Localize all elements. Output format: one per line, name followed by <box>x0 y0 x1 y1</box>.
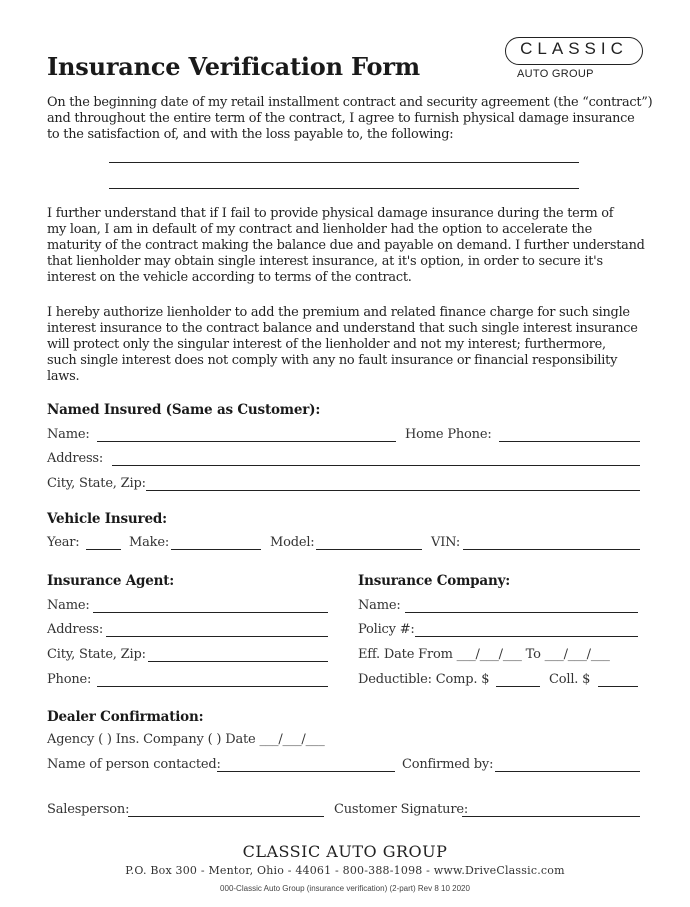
vin-field[interactable] <box>463 549 640 550</box>
intro-paragraph <box>47 95 653 143</box>
logo-subtitle: AUTO GROUP <box>517 68 594 80</box>
deductible-comp-field[interactable] <box>496 686 540 687</box>
footer-company-name: CLASSIC AUTO GROUP <box>242 842 448 861</box>
effective-date-field[interactable]: Eff. Date From ___/___/___ To ___/___/___ <box>358 647 610 662</box>
default-clause-line: my loan, I am in default of my contract and lienholder had the option to accelerate the <box>47 222 592 237</box>
named-insured-heading: Named Insured (Same as Customer): <box>47 402 321 418</box>
default-clause-line: that lienholder may obtain single interest insurance, at it's option, in order to secure it's <box>47 254 603 269</box>
vehicle-insured-heading: Vehicle Insured: <box>47 511 167 527</box>
authorization-paragraph <box>47 305 647 385</box>
policy-number-field[interactable] <box>415 636 638 637</box>
logo-word: CLASSIC <box>520 39 628 58</box>
salesperson-label: Salesperson: <box>47 802 130 817</box>
dealer-confirmation-heading: Dealer Confirmation: <box>47 709 204 725</box>
make-label: Make: <box>129 535 170 550</box>
model-label: Model: <box>270 535 315 550</box>
footer-form-code: 000-Classic Auto Group (insurance verification) (2-part) Rev 8 10 2020 <box>220 884 470 893</box>
vin-label: VIN: <box>431 535 461 550</box>
insured-city-state-zip-field[interactable] <box>146 490 640 491</box>
authorization-line: I hereby authorize lienholder to add the premium and related finance charge for such single <box>47 305 630 320</box>
insurance-agent-heading: Insurance Agent: <box>47 573 175 589</box>
default-clause-paragraph <box>47 206 647 286</box>
customer-signature-field[interactable] <box>462 816 640 817</box>
intro-line: and throughout the entire term of the contract, I agree to furnish physical damage insurance <box>47 111 635 126</box>
home-phone-label: Home Phone: <box>405 427 492 442</box>
classic-auto-group-logo <box>505 37 643 87</box>
company-name-label: Name: <box>358 598 401 613</box>
authorization-line: will protect only the singular interest of the lienholder and not my interest; furthermore, <box>47 337 606 352</box>
insured-address-label: Address: <box>47 451 104 466</box>
page-title: Insurance Verification Form <box>47 52 420 81</box>
agent-city-state-zip-field[interactable] <box>148 661 328 662</box>
insured-city-state-zip-label: City, State, Zip: <box>47 476 146 491</box>
intro-line: On the beginning date of my retail installment contract and security agreement (the “contract”) <box>47 95 653 110</box>
insured-address-field[interactable] <box>112 465 640 466</box>
authorization-line: laws. <box>47 369 80 384</box>
insured-name-label: Name: <box>47 427 90 442</box>
default-clause-line: I further understand that if I fail to provide physical damage insurance during the term of <box>47 206 614 221</box>
authorization-line: such single interest does not comply with any no fault insurance or financial responsibility <box>47 353 618 368</box>
loss-payee-line-2[interactable] <box>109 188 579 189</box>
year-field[interactable] <box>86 549 121 550</box>
make-field[interactable] <box>171 549 261 550</box>
agent-phone-field[interactable] <box>97 686 328 687</box>
person-contacted-label: Name of person contacted: <box>47 757 221 772</box>
year-label: Year: <box>47 535 80 550</box>
home-phone-field[interactable] <box>499 441 640 442</box>
confirmed-by-field[interactable] <box>495 771 640 772</box>
deductible-comp-label: Deductible: Comp. $ <box>358 672 490 687</box>
confirmed-by-label: Confirmed by: <box>402 757 494 772</box>
agent-name-field[interactable] <box>93 612 328 613</box>
company-name-field[interactable] <box>405 612 638 613</box>
agent-city-state-zip-label: City, State, Zip: <box>47 647 146 662</box>
agent-name-label: Name: <box>47 598 90 613</box>
model-field[interactable] <box>316 549 422 550</box>
deductible-coll-field[interactable] <box>598 686 638 687</box>
agent-phone-label: Phone: <box>47 672 92 687</box>
footer-address: P.O. Box 300 - Mentor, Ohio - 44061 - 800-388-1098 - www.DriveClassic.com <box>125 864 565 877</box>
insured-name-field[interactable] <box>97 441 396 442</box>
agent-address-field[interactable] <box>106 636 328 637</box>
person-contacted-field[interactable] <box>217 771 395 772</box>
authorization-line: interest insurance to the contract balance and understand that such single interest insurance <box>47 321 638 336</box>
agent-address-label: Address: <box>47 622 104 637</box>
insurance-company-heading: Insurance Company: <box>358 573 510 589</box>
salesperson-signature-field[interactable] <box>128 816 324 817</box>
customer-signature-label: Customer Signature: <box>334 802 469 817</box>
intro-line: to the satisfaction of, and with the loss payable to, the following: <box>47 127 454 142</box>
loss-payee-line-1[interactable] <box>109 162 579 163</box>
default-clause-line: maturity of the contract making the balance due and payable on demand. I further understand <box>47 238 645 253</box>
agency-company-date-line[interactable]: Agency ( ) Ins. Company ( ) Date ___/___/___ <box>47 732 325 747</box>
default-clause-line: interest on the vehicle according to terms of the contract. <box>47 270 412 285</box>
policy-number-label: Policy #: <box>358 622 415 637</box>
deductible-coll-label: Coll. $ <box>549 672 591 687</box>
